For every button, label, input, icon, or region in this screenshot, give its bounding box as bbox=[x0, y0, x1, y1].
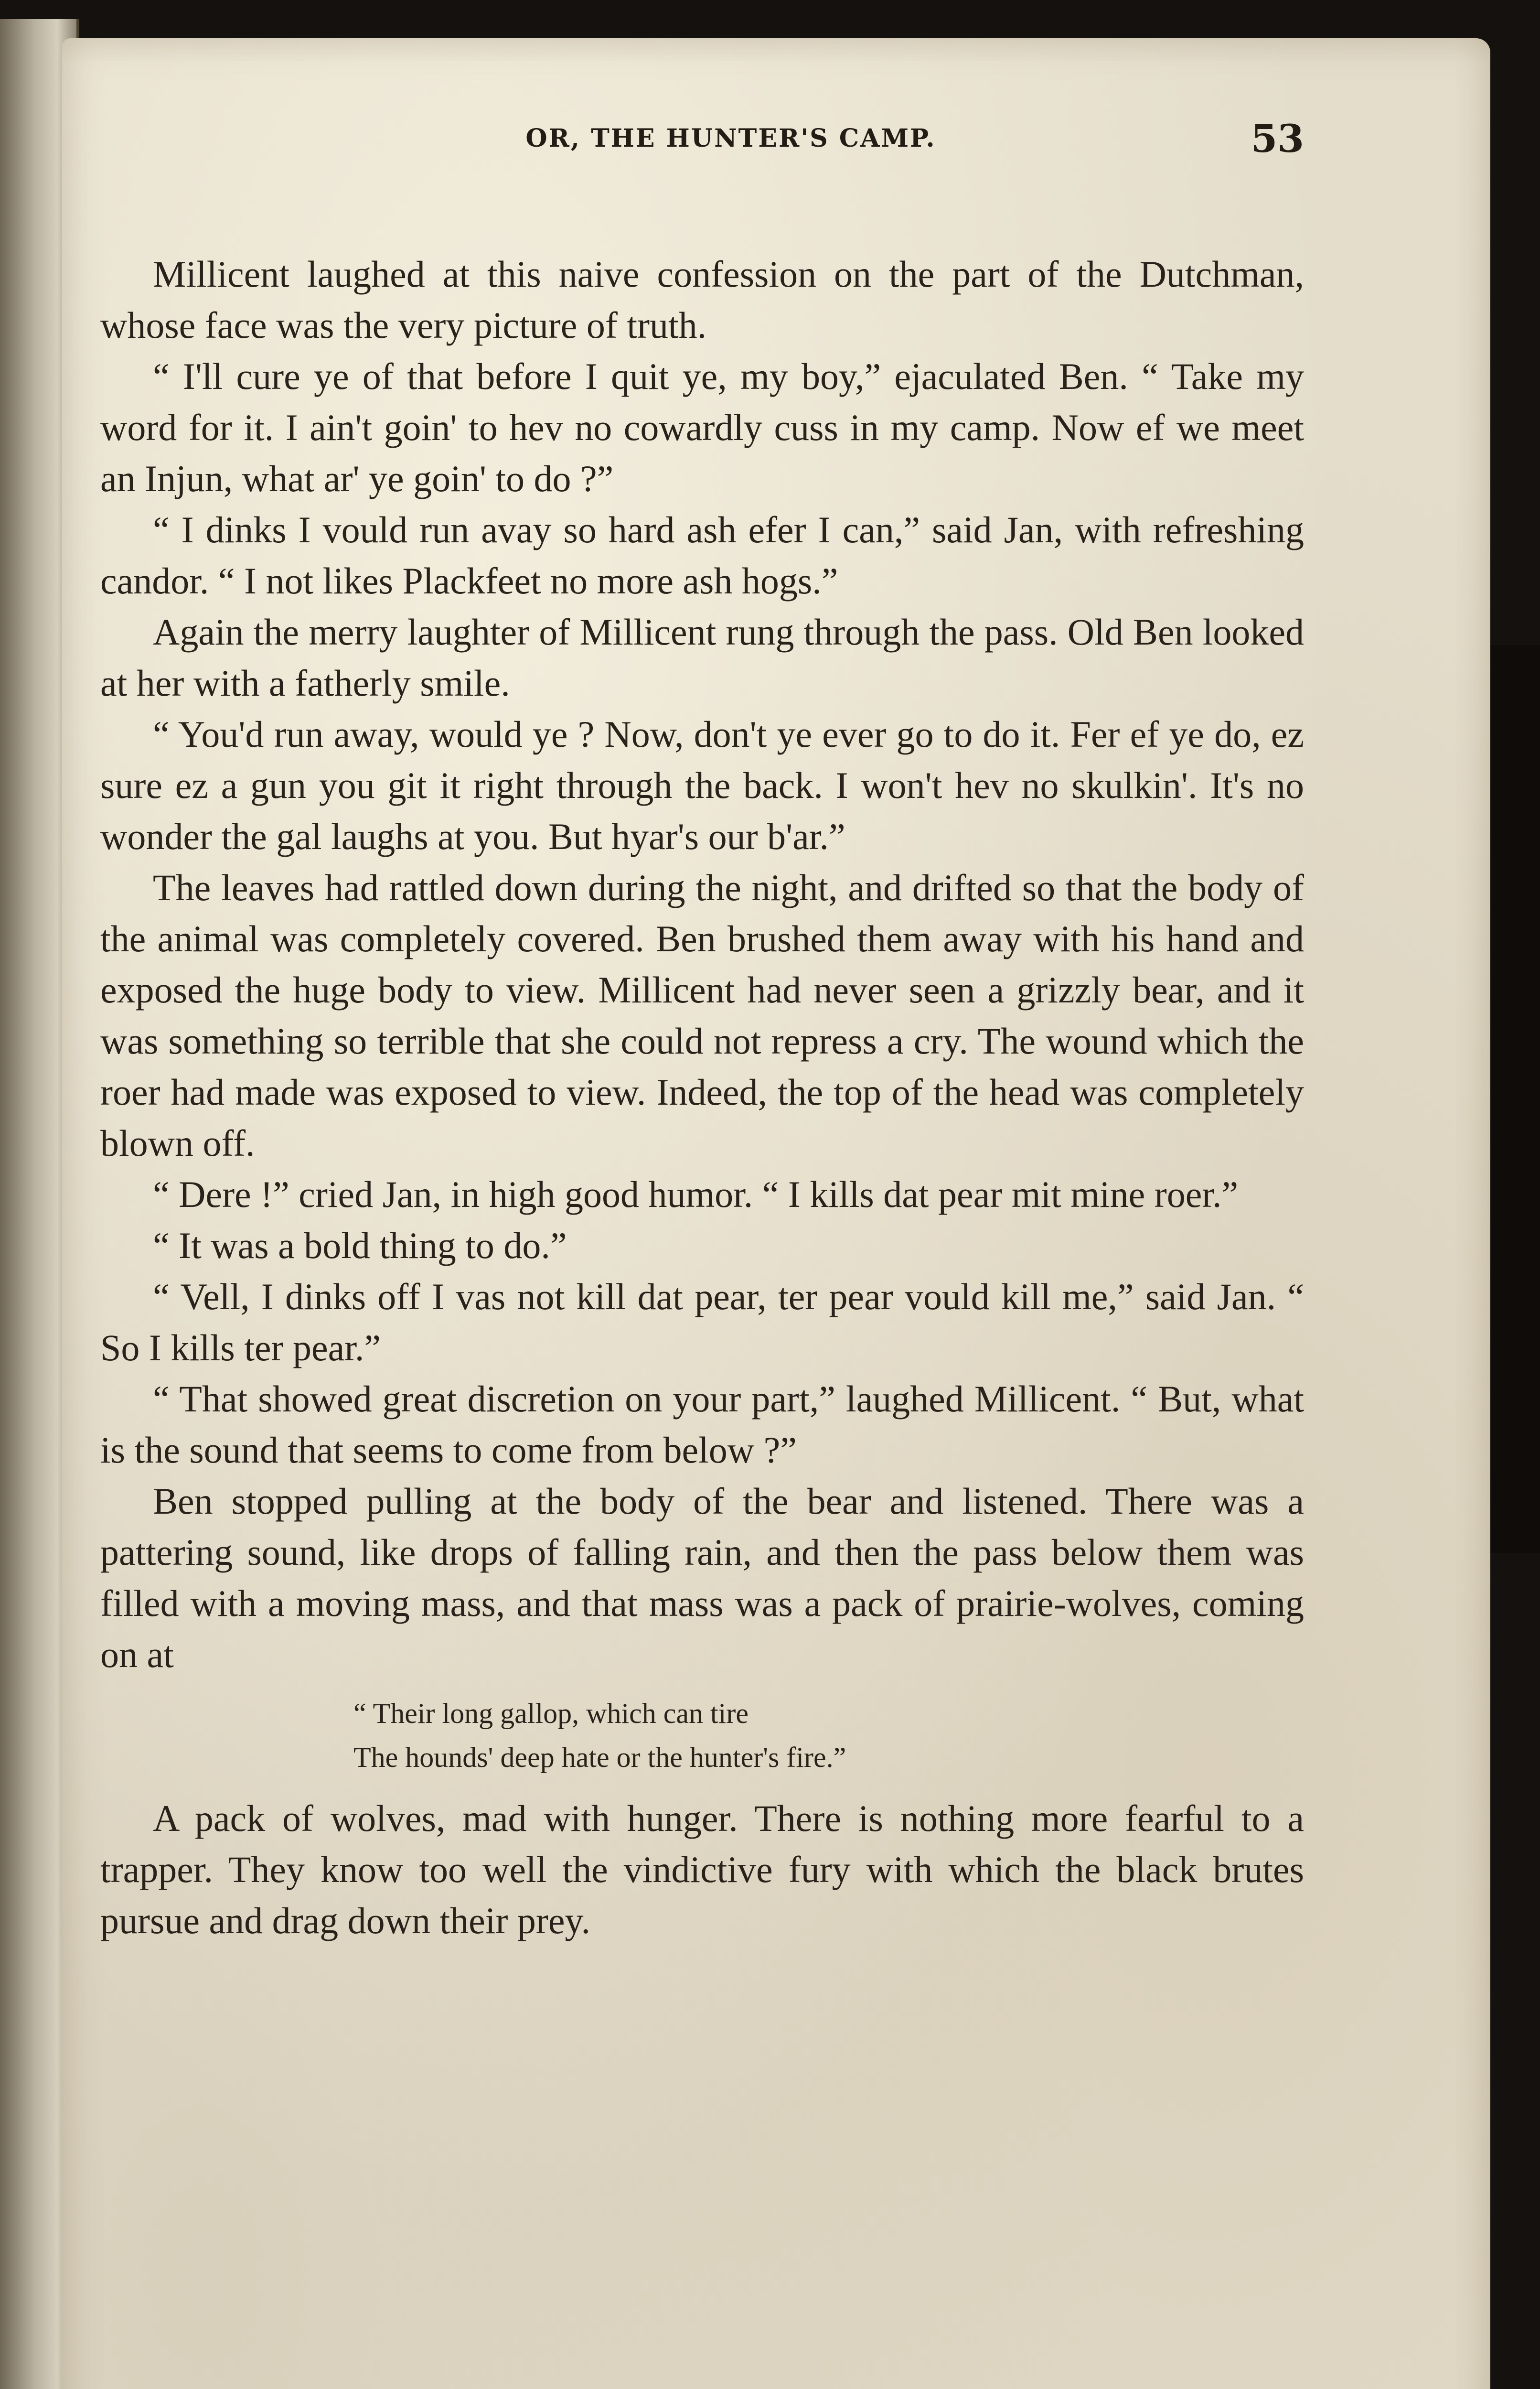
right-torn-edge bbox=[1487, 645, 1540, 1553]
running-head: OR, THE HUNTER'S CAMP. bbox=[525, 124, 936, 153]
verse-quote bbox=[353, 1691, 1304, 1779]
paragraph: Ben stopped pulling at the body of the bear and listened. There was a pattering sound, like drops of falling rain, and then the pass below them was filled with a moving mass, and that mass was a pack of prairie-wolves, coming on at bbox=[100, 1480, 1304, 1675]
paragraph: “ I dinks I vould run avay so hard ash efer I can,” said Jan, with refreshing candor. “ I not likes Plackfeet no more ash hogs.” bbox=[100, 509, 1304, 602]
page-header bbox=[158, 110, 1304, 177]
paragraph: “ I'll cure ye of that before I quit ye, my boy,” ejaculated Ben. “ Take my word for it. I ain't goin' to hev no cowardly cuss in my camp. Now ef we meet an Injun, what ar' ye goin' to do ?” bbox=[100, 355, 1304, 499]
verse-line: “ Their long gallop, which can tire bbox=[353, 1698, 749, 1729]
verse-line: The hounds' deep hate or the hunter's fire.” bbox=[353, 1742, 846, 1773]
paragraph: The leaves had rattled down during the night, and drifted so that the body of the animal was completely covered. Ben brushed them away with his hand and exposed the huge body to view. Millicent had never seen a grizzly bear, and it was something so terrible that she could not repress a cry. The wound which the roer had made was exposed to view. Indeed, the top of the head was completely blown off. bbox=[100, 867, 1304, 1164]
paragraph: “ It was a bold thing to do.” bbox=[153, 1225, 567, 1266]
paragraph: “ You'd run away, would ye ? Now, don't ye ever go to do it. Fer ef ye do, ez sure ez a gun you git it right through the back. I won't hev no skulkin'. It's no wonder the gal laughs at you. But hyar's our b'ar.” bbox=[100, 713, 1304, 857]
paragraph: “ That showed great discretion on your part,” laughed Millicent. “ But, what is the sound that seems to come from below ?” bbox=[100, 1378, 1304, 1471]
page-number: 53 bbox=[1251, 116, 1304, 161]
paragraph: Millicent laughed at this naive confession on the part of the Dutchman, whose face was the very picture of truth. bbox=[100, 253, 1304, 346]
paragraph: Again the merry laughter of Millicent rung through the pass. Old Ben looked at her with a fatherly smile. bbox=[100, 611, 1304, 704]
body-text bbox=[100, 248, 1304, 1946]
paragraph: “ Dere !” cried Jan, in high good humor. “ I kills dat pear mit mine roer.” bbox=[153, 1173, 1239, 1215]
closing-paragraph: A pack of wolves, mad with hunger. There is nothing more fearful to a trapper. They know too well the vindictive fury with which the black brutes pursue and drag down their prey. bbox=[100, 1797, 1304, 1941]
paragraph: “ Vell, I dinks off I vas not kill dat pear, ter pear vould kill me,” said Jan. “ So I kills ter pear.” bbox=[100, 1276, 1304, 1368]
